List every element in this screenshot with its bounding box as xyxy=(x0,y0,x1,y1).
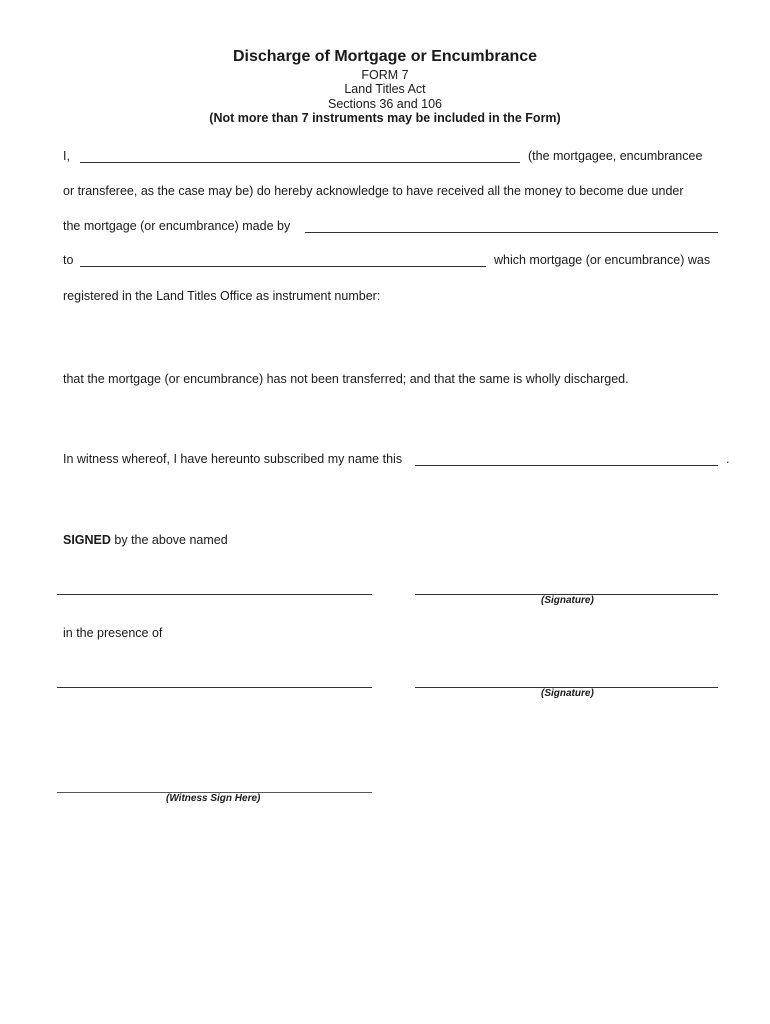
signer-name-field[interactable] xyxy=(57,594,372,595)
made-by-text: the mortgage (or encumbrance) made by xyxy=(63,219,291,233)
instrument-limit-note: (Not more than 7 instruments may be included in the Form) xyxy=(209,111,561,125)
instrument-number-label: registered in the Land Titles Office as instrument number: xyxy=(63,289,381,303)
line1-prefix: I, xyxy=(63,149,70,163)
signature-caption-1: (Signature) xyxy=(541,595,594,606)
to-text: to xyxy=(63,253,74,267)
line1-suffix: (the mortgagee, encumbrancee xyxy=(528,149,703,163)
discharge-statement: that the mortgage (or encumbrance) has not been transferred; and that the same is wholly discharged. xyxy=(63,372,629,386)
sections-ref: Sections 36 and 106 xyxy=(328,97,442,111)
signed-by-text xyxy=(63,533,228,547)
signed-label: SIGNED xyxy=(63,533,111,547)
act-name: Land Titles Act xyxy=(344,82,426,96)
date-field[interactable] xyxy=(415,465,718,466)
acknowledgement-text: or transferee, as the case may be) do hereby acknowledge to have received all the money to become due under xyxy=(63,184,684,198)
form-title: Discharge of Mortgage or Encumbrance xyxy=(232,48,538,65)
mortgagor-name-field[interactable] xyxy=(305,232,718,233)
registered-text: which mortgage (or encumbrance) was xyxy=(494,253,711,267)
signature-caption-2: (Signature) xyxy=(541,688,594,699)
witness-period: . xyxy=(726,452,730,466)
mortgagee-name-field[interactable] xyxy=(80,162,520,163)
signed-rest: by the above named xyxy=(110,533,228,547)
mortgage-to-field[interactable] xyxy=(80,266,486,267)
presence-text: in the presence of xyxy=(63,626,163,640)
witness-name-field[interactable] xyxy=(57,687,372,688)
witness-statement: In witness whereof, I have hereunto subscribed my name this xyxy=(63,452,403,466)
witness-caption: (Witness Sign Here) xyxy=(166,793,261,804)
form-number: FORM 7 xyxy=(361,68,409,82)
